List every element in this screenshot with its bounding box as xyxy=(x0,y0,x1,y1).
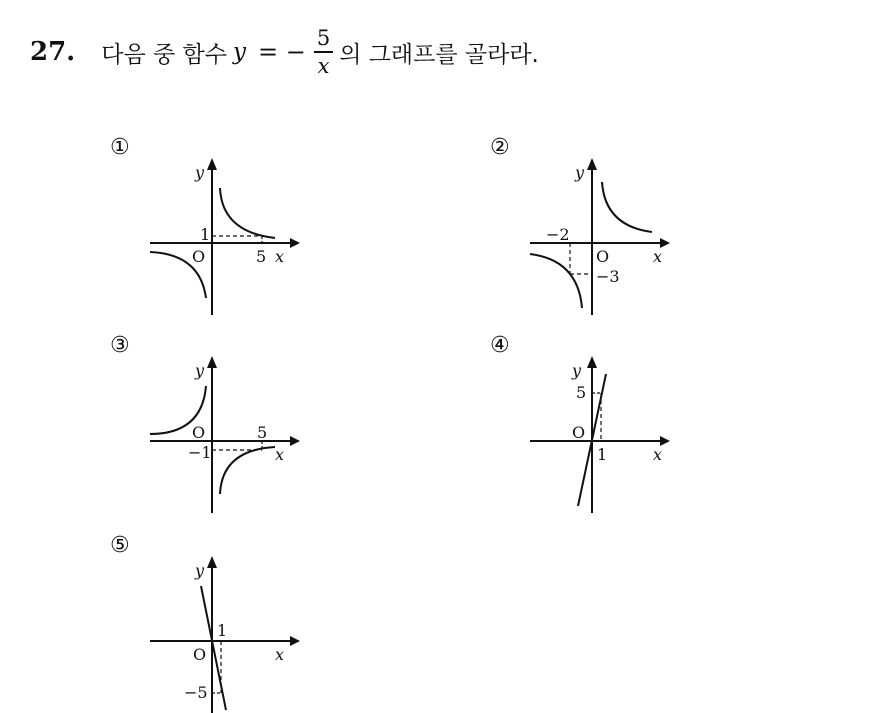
origin-label: O xyxy=(572,423,586,442)
curve-branch xyxy=(530,254,582,308)
y-axis-label: y xyxy=(195,361,205,380)
x-axis-arrow-icon xyxy=(290,436,300,446)
x-axis-arrow-icon xyxy=(290,636,300,646)
tick-label: 5 xyxy=(256,247,267,266)
question-number: 27. xyxy=(30,37,76,67)
curve-branch xyxy=(602,182,652,232)
option-5-label[interactable]: ⑤ xyxy=(110,533,130,558)
fraction xyxy=(314,25,333,79)
origin-label: O xyxy=(596,247,610,266)
origin-label: O xyxy=(192,247,206,266)
tick-label: 1 xyxy=(597,445,608,464)
option-3-label[interactable]: ③ xyxy=(110,333,130,358)
x-axis-label: x xyxy=(653,445,663,464)
tick-label: −3 xyxy=(596,267,620,286)
x-axis-label: x xyxy=(653,247,663,266)
question-prefix: 다음 중 함수 xyxy=(101,41,227,68)
tick-label: 5 xyxy=(257,423,268,442)
tick-label: 1 xyxy=(217,621,228,640)
y-axis-arrow-icon xyxy=(207,556,217,568)
question-suffix: 의 그래프를 골라라. xyxy=(339,41,539,68)
option-2-label[interactable]: ② xyxy=(490,135,510,160)
y-axis-arrow-icon xyxy=(207,356,217,368)
y-axis-label: y xyxy=(195,561,205,580)
x-axis-label: x xyxy=(275,445,285,464)
tick-label: 5 xyxy=(576,383,587,402)
origin-label: O xyxy=(193,645,207,664)
curve-branch xyxy=(220,188,275,238)
y-axis-arrow-icon xyxy=(587,356,597,368)
tick-label: −2 xyxy=(546,225,570,244)
equals-minus: = − xyxy=(257,38,306,66)
option-2-graph[interactable] xyxy=(520,150,680,320)
tick-label: −1 xyxy=(188,443,212,462)
option-4-label[interactable]: ④ xyxy=(490,333,510,358)
option-3-graph[interactable] xyxy=(140,348,300,518)
fraction-denominator: x xyxy=(317,53,330,78)
origin-label: O xyxy=(192,423,206,442)
x-axis-label: x xyxy=(275,247,285,266)
x-axis-arrow-icon xyxy=(290,238,300,248)
option-5-graph[interactable] xyxy=(140,548,300,713)
option-1-graph[interactable] xyxy=(140,150,300,320)
y-axis-label: y xyxy=(572,361,582,380)
y-axis-label: y xyxy=(195,163,205,182)
fraction-numerator: 5 xyxy=(316,26,331,51)
curve-branch xyxy=(220,447,275,494)
option-4-graph[interactable] xyxy=(520,348,680,518)
option-1-label[interactable]: ① xyxy=(110,135,130,160)
y-axis-arrow-icon xyxy=(587,158,597,170)
y-axis-arrow-icon xyxy=(207,158,217,170)
function-variable: y xyxy=(232,39,246,65)
y-axis-label: y xyxy=(575,163,585,182)
tick-label: −5 xyxy=(184,683,208,702)
x-axis-label: x xyxy=(275,645,285,664)
tick-label: 1 xyxy=(200,225,211,244)
question-line xyxy=(30,22,539,82)
